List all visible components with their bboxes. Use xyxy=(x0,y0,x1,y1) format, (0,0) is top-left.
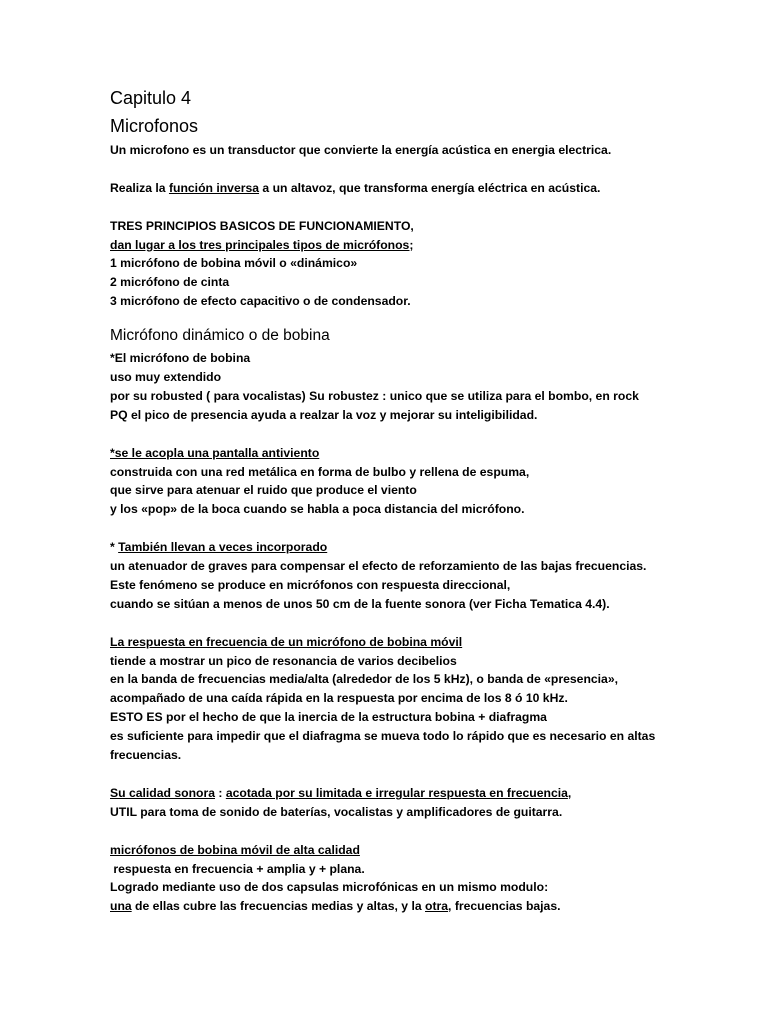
paragraph-line: Logrado mediante uso de dos capsulas microfónicas en un mismo modulo: xyxy=(110,880,549,895)
paragraph-line: *El micrófono de bobina xyxy=(110,351,251,366)
principle-item: 1 micrófono de bobina móvil o «dinámico» xyxy=(110,256,358,271)
paragraph-line: un atenuador de graves para compensar el efecto de reforzamiento de las bajas frecuencias. xyxy=(110,559,647,574)
definition-text: Un microfono es un transductor que convierte la energía acústica en energia electrica. xyxy=(110,143,612,157)
attenuator-title: * También llevan a veces incorporado xyxy=(110,540,328,555)
chapter-title: Capitulo 4 xyxy=(110,88,192,108)
principle-item: 3 micrófono de efecto capacitivo o de condensador. xyxy=(110,294,411,309)
high-quality-title: micrófonos de bobina móvil de alta calidad xyxy=(110,842,360,857)
paragraph-line: cuando se sitúan a menos de unos 50 cm de la fuente sonora (ver Ficha Tematica 4.4). xyxy=(110,596,610,611)
principles-heading: TRES PRINCIPIOS BASICOS DE FUNCIONAMIENTO, xyxy=(110,218,414,233)
inverse-function-text: Realiza la función inversa a un altavoz, que transforma energía eléctrica en acústica. xyxy=(110,180,601,195)
capsules-line: una de ellas cubre las frecuencias medias y altas, y la otra, frecuencias bajas. xyxy=(110,899,561,914)
document-title: Microfonos xyxy=(110,116,199,136)
paragraph-line: respuesta en frecuencia + amplia y + plana. xyxy=(110,861,365,876)
principle-item: 2 micrófono de cinta xyxy=(110,275,230,290)
paragraph-line: y los «pop» de la boca cuando se habla a poca distancia del micrófono. xyxy=(110,502,525,517)
paragraph-line: ESTO ES por el hecho de que la inercia de la estructura bobina + diafragma xyxy=(110,710,547,725)
principles-subheading: dan lugar a los tres principales tipos de micrófonos; xyxy=(110,237,414,252)
inverse-function-underlined: función inversa xyxy=(168,180,260,195)
paragraph-line: en la banda de frecuencias media/alta (alrededor de los 5 kHz), o banda de «presencia», xyxy=(110,672,618,687)
paragraph-line: construida con una red metálica en forma de bulbo y rellena de espuma, xyxy=(110,464,530,479)
section-heading: Micrófono dinámico o de bobina xyxy=(110,327,330,345)
windscreen-title: *se le acopla una pantalla antiviento xyxy=(110,445,320,460)
paragraph-line: frecuencias. xyxy=(110,748,182,763)
frequency-response-title: La respuesta en frecuencia de un micrófono de bobina móvil xyxy=(110,634,463,649)
paragraph-line: acompañado de una caída rápida en la respuesta por encima de los 8 ó 10 kHz. xyxy=(110,691,568,706)
paragraph-line: uso muy extendido xyxy=(110,370,222,385)
paragraph-line: por su robusted ( para vocalistas) Su robustez : unico que se utiliza para el bombo, en rock xyxy=(110,388,639,403)
paragraph-line: tiende a mostrar un pico de resonancia de varios decibelios xyxy=(110,653,457,668)
paragraph-line: UTIL para toma de sonido de baterías, vocalistas y amplificadores de guitarra. xyxy=(110,804,563,819)
sound-quality-line: Su calidad sonora : acotada por su limitada e irregular respuesta en frecuencia, xyxy=(110,785,572,800)
paragraph-line: es suficiente para impedir que el diafragma se mueva todo lo rápido que es necesario en altas xyxy=(110,729,656,744)
paragraph-line: PQ el pico de presencia ayuda a realzar la voz y mejorar su inteligibilidad. xyxy=(110,407,538,422)
paragraph-line: Este fenómeno se produce en micrófonos con respuesta direccional, xyxy=(110,577,511,592)
paragraph-line: que sirve para atenuar el ruido que produce el viento xyxy=(110,483,417,498)
